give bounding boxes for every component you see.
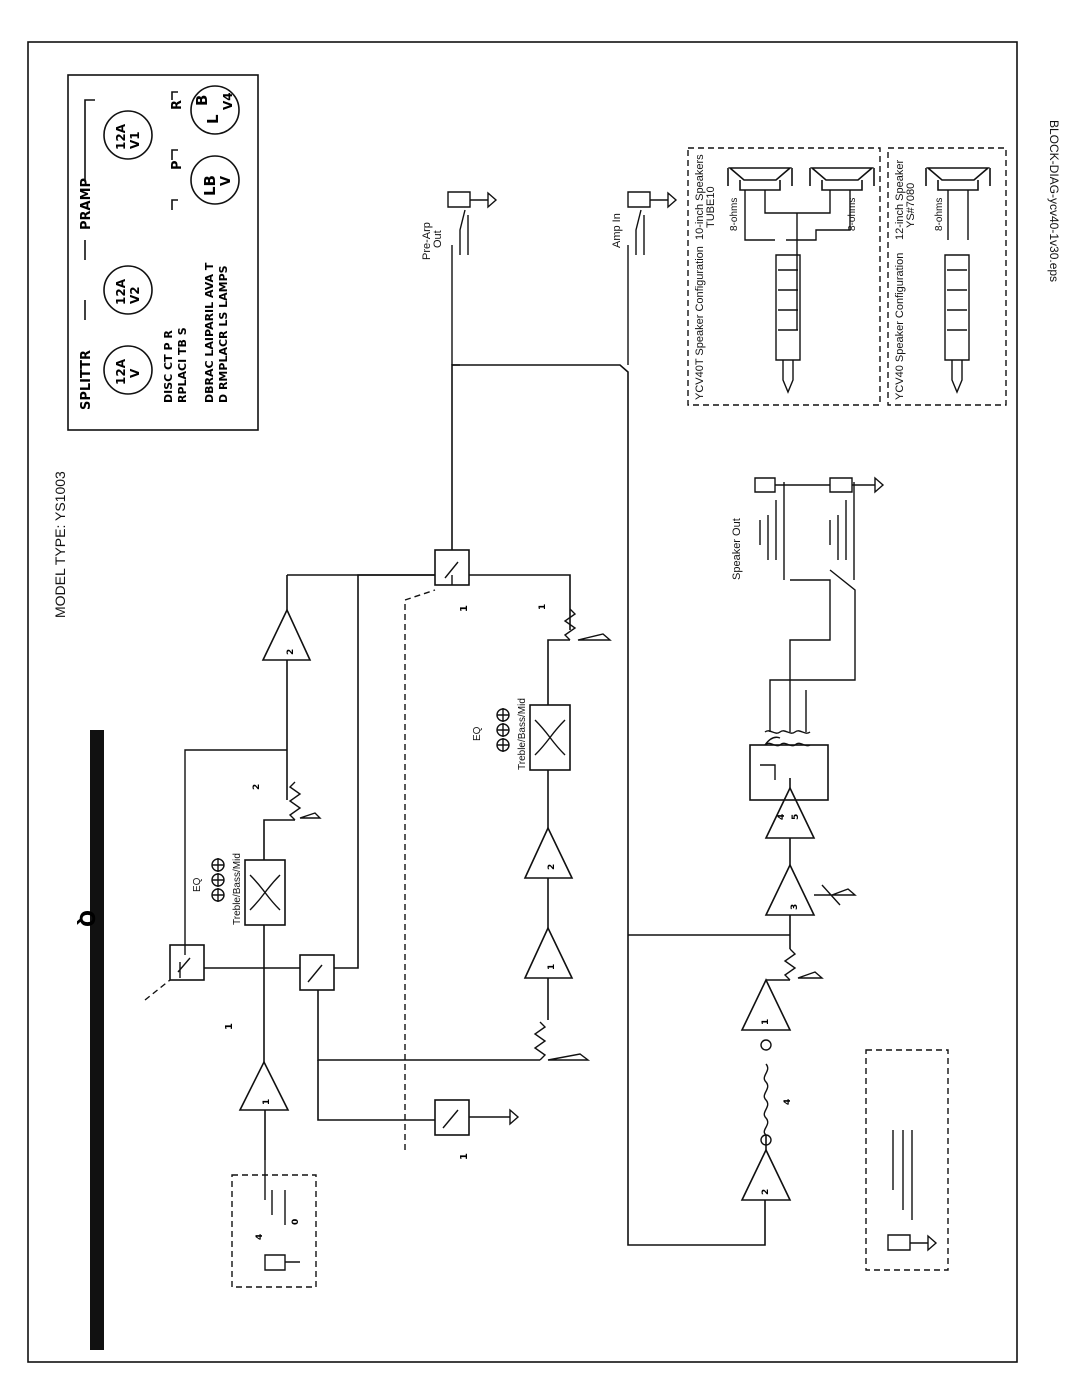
svg-text:V1: V1 — [128, 131, 142, 149]
speaker-out-jacks — [731, 478, 883, 580]
svg-text:YCV40T Speaker Configuration: YCV40T Speaker Configuration — [694, 246, 706, 400]
svg-text:4: 4 — [255, 1233, 265, 1240]
svg-text:5: 5 — [791, 813, 801, 820]
signal-path-upper — [145, 575, 540, 1160]
svg-text:1: 1 — [459, 605, 470, 612]
signal-path-lower — [435, 609, 610, 1160]
splitter-label: SPLITTR — [79, 349, 94, 410]
svg-text:8-ohms: 8-ohms — [847, 197, 858, 231]
svg-text:V: V — [219, 175, 234, 186]
svg-text:12-inch Speaker: 12-inch Speaker — [894, 159, 906, 240]
svg-text:RPLACI TB S: RPLACI TB S — [176, 327, 189, 403]
svg-text:1: 1 — [224, 1023, 235, 1030]
svg-text:4: 4 — [783, 1098, 793, 1105]
svg-text:LB: LB — [201, 175, 219, 196]
model-type: MODEL TYPE: YS1003 — [52, 471, 68, 618]
svg-text:L: L — [204, 114, 222, 124]
svg-text:P: P — [170, 160, 185, 170]
svg-text:Pre-Arp: Pre-Arp — [421, 222, 433, 260]
aux-jack-box — [866, 1050, 948, 1270]
svg-text:1: 1 — [538, 603, 548, 610]
svg-text:4: 4 — [777, 813, 787, 820]
svg-text:DISC CT P R: DISC CT P R — [162, 330, 175, 403]
svg-text:0: 0 — [291, 1218, 301, 1225]
svg-text:Treble/Bass/Mid: Treble/Bass/Mid — [517, 698, 528, 770]
svg-text:D RMPLACR LS LAMPS: D RMPLACR LS LAMPS — [217, 265, 230, 403]
speaker-config-ycv40 — [888, 148, 1006, 405]
title-bar — [90, 730, 104, 1350]
svg-text:YCV40 Speaker Configuration: YCV40 Speaker Configuration — [894, 252, 906, 400]
svg-text:2: 2 — [761, 1188, 771, 1195]
svg-text:1: 1 — [547, 963, 557, 970]
file-label: BLOCK-DIAG-ycv40-1v30.eps — [1047, 120, 1061, 283]
svg-text:Speaker Out: Speaker Out — [731, 518, 743, 580]
svg-text:8-ohms: 8-ohms — [729, 197, 740, 231]
svg-text:TUBE10: TUBE10 — [705, 186, 717, 228]
svg-text:Out: Out — [432, 230, 444, 248]
svg-text:2: 2 — [547, 863, 557, 870]
svg-text:Treble/Bass/Mid: Treble/Bass/Mid — [232, 853, 243, 925]
svg-text:2: 2 — [286, 648, 296, 655]
svg-text:R: R — [170, 99, 185, 110]
svg-text:1: 1 — [761, 1018, 771, 1025]
svg-text:YS#7080: YS#7080 — [905, 182, 917, 228]
preamp-label: PRAMP — [79, 177, 94, 230]
svg-text:1: 1 — [262, 1098, 272, 1105]
speaker-config-ycv40t — [688, 148, 880, 405]
svg-text:EQ: EQ — [192, 877, 203, 892]
svg-text:3: 3 — [790, 903, 800, 910]
tube-legend — [68, 75, 258, 430]
svg-text:EQ: EQ — [472, 726, 483, 741]
svg-text:1: 1 — [459, 1153, 470, 1160]
svg-text:8-ohms: 8-ohms — [934, 197, 945, 231]
svg-text:V: V — [128, 368, 142, 378]
input-jack — [232, 1160, 316, 1287]
svg-text:B: B — [193, 94, 211, 106]
svg-text:10-inch Speakers: 10-inch Speakers — [694, 154, 706, 240]
power-amp-section — [628, 570, 855, 1200]
svg-text:Amp In: Amp In — [611, 213, 623, 248]
svg-text:12A: 12A — [114, 124, 128, 150]
fx-switch — [435, 365, 570, 630]
svg-text:12A: 12A — [114, 359, 128, 385]
svg-text:V2: V2 — [128, 286, 142, 304]
svg-text:V4: V4 — [221, 92, 235, 110]
svg-text:12A: 12A — [114, 279, 128, 305]
logo-glyph: Q — [75, 910, 99, 928]
svg-text:DBRAC LAIPARIL AVA T: DBRAC LAIPARIL AVA T — [203, 262, 216, 403]
preamp-out-jack — [421, 192, 496, 365]
svg-text:2: 2 — [252, 783, 262, 790]
